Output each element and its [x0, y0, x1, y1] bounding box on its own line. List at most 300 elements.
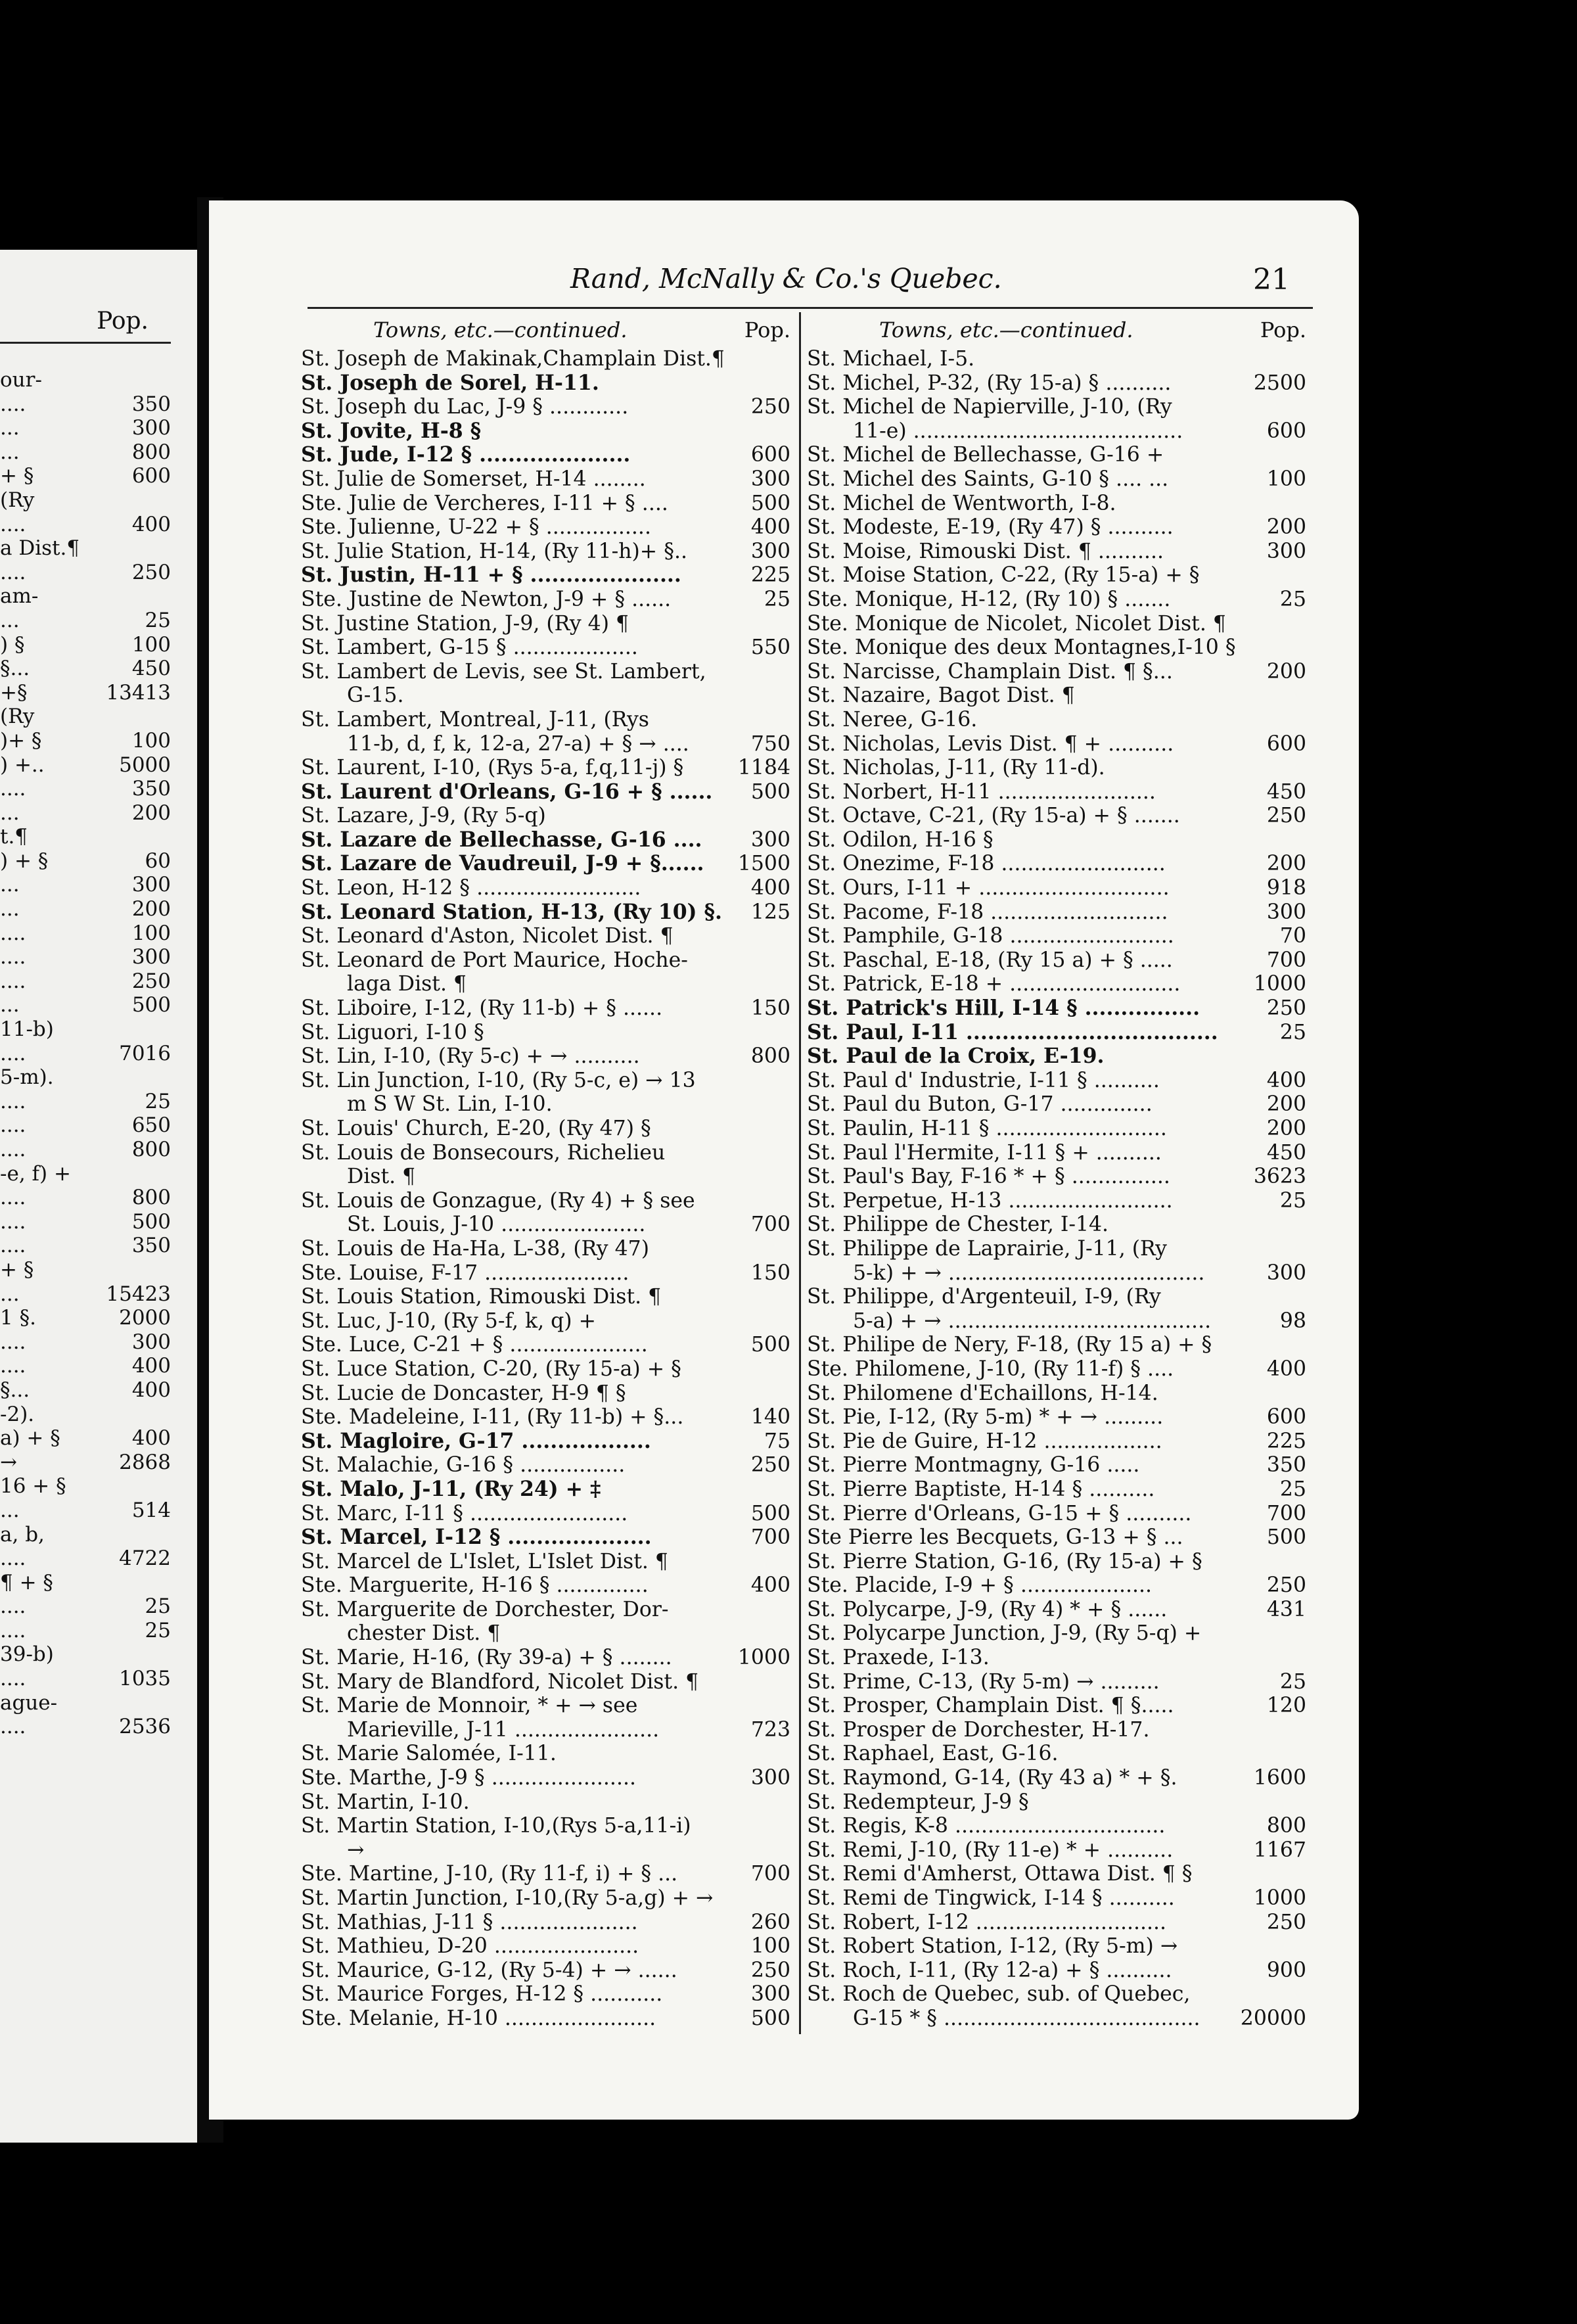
- column-divider: [799, 312, 801, 2034]
- previous-page-pop-header: Pop.: [97, 308, 149, 335]
- previous-page-line: [0, 416, 171, 440]
- entry-name: Ste. Monique de Nicolet, Nicolet Dist. ¶: [807, 611, 1226, 636]
- previous-page-line: [0, 609, 171, 633]
- previous-page-line-text: +§: [0, 680, 28, 705]
- previous-page-line-pop: 13413: [106, 680, 171, 705]
- directory-entry: [301, 1069, 790, 1093]
- previous-page-line: [0, 825, 171, 849]
- previous-page-line: [0, 1378, 171, 1403]
- entry-name: St. Paulin, H-11 § ..........................: [807, 1117, 1167, 1140]
- entry-name: St. Louis de Ha-Ha, L-38, (Ry 47): [301, 1236, 649, 1261]
- previous-page-line-text: ¶ + §: [0, 1570, 53, 1594]
- entry-name: St. Lazare, J-9, (Ry 5-q): [301, 804, 546, 828]
- entry-name: St. Raymond, G-14, (Ry 43 a) * + §.: [807, 1766, 1177, 1790]
- entry-name: St. Louis de Gonzague, (Ry 4) + § see: [301, 1188, 695, 1213]
- entry-population: 400: [1266, 1357, 1306, 1381]
- directory-entry: [301, 1429, 790, 1454]
- entry-name: St. Remi de Tingwick, I-14 § ..........: [807, 1886, 1175, 1910]
- directory-entry: [301, 1934, 790, 1959]
- entry-population: 800: [750, 1044, 790, 1069]
- entry-population: 500: [750, 1333, 790, 1357]
- entry-name: St. Louis, J-10 ......................: [347, 1213, 646, 1237]
- previous-page-rule: [0, 342, 171, 344]
- entry-name: Ste. Julienne, U-22 + § ................: [301, 515, 651, 540]
- directory-entry: [301, 563, 790, 588]
- directory-entry: [301, 1621, 790, 1646]
- previous-page-line: [0, 1330, 171, 1355]
- directory-entry: [807, 515, 1306, 540]
- entry-name: St. Philippe de Laprairie, J-11, (Ry: [807, 1236, 1167, 1261]
- previous-page-line-text: ....: [0, 1209, 26, 1234]
- directory-entry: [301, 900, 790, 925]
- entry-population: 250: [750, 1958, 790, 1982]
- entry-name: St. Neree, G-16.: [807, 707, 978, 732]
- entry-name: →: [347, 1838, 365, 1862]
- previous-page-line: [0, 1403, 171, 1427]
- previous-page-line-text: →: [0, 1450, 17, 1474]
- entry-name: St. Jovite, H-8 §: [301, 419, 482, 443]
- previous-page-line-text: ....: [0, 921, 26, 945]
- entry-name: Ste. Justine de Newton, J-9 + § ......: [301, 587, 672, 611]
- entry-name: St. Odilon, H-16 §: [807, 827, 994, 852]
- entry-name: St. Pierre Station, G-16, (Ry 15-a) + §: [807, 1549, 1202, 1573]
- entry-population: 260: [750, 1910, 790, 1934]
- previous-page-line-pop: [167, 1065, 171, 1090]
- directory-entry: [807, 492, 1306, 516]
- entry-name: St. Martin Station, I-10,(Rys 5-a,11-i): [301, 1814, 691, 1838]
- right-column-pop-label: Pop.: [1260, 317, 1306, 342]
- entry-population: 300: [1266, 1261, 1306, 1285]
- entry-name: St. Paschal, E-18, (Ry 15 a) + § .....: [807, 948, 1173, 972]
- previous-page-line: [0, 1162, 171, 1186]
- entry-name: 11-e) .........................................: [853, 419, 1183, 443]
- entry-population: 600: [1266, 1405, 1306, 1429]
- previous-page-line-text: -e, f) +: [0, 1161, 71, 1186]
- directory-entry: [807, 1742, 1306, 1766]
- directory-entry: [807, 467, 1306, 492]
- entry-name: St. Lucie de Doncaster, H-9 ¶ §: [301, 1381, 626, 1405]
- previous-page-line: [0, 657, 171, 681]
- entry-name: Ste. Martine, J-10, (Ry 11-f, i) + § ...: [301, 1862, 678, 1886]
- directory-entry: [807, 1598, 1306, 1622]
- entry-name: St. Lazare de Bellechasse, G-16 ....: [301, 827, 702, 852]
- previous-page-fragment: [0, 250, 197, 2143]
- entry-population: 700: [750, 1525, 790, 1550]
- directory-entry: [807, 1117, 1306, 1141]
- entry-name: St. Marie de Monnoir, * + → see: [301, 1694, 638, 1718]
- previous-page-line-text: ....: [0, 1618, 26, 1642]
- entry-population: 300: [750, 1982, 790, 2007]
- previous-page-line: [0, 1667, 171, 1691]
- directory-entry: [301, 1092, 790, 1117]
- previous-page-line-pop: 25: [145, 608, 171, 632]
- previous-page-line: [0, 488, 171, 513]
- directory-entry: [807, 419, 1306, 444]
- entry-name: St. Marc, I-11 § ........................: [301, 1501, 628, 1525]
- previous-page-line-text: ...: [0, 608, 20, 632]
- entry-population: 918: [1266, 876, 1306, 900]
- previous-page-line-text: ....: [0, 392, 26, 416]
- entry-name: St. Pierre Baptiste, H-14 § ..........: [807, 1477, 1155, 1501]
- directory-entry: [301, 540, 790, 564]
- directory-entry: [807, 1453, 1306, 1477]
- entry-name: St. Robert, I-12 .............................: [807, 1910, 1167, 1934]
- previous-page-line: [0, 1451, 171, 1475]
- previous-page-line: [0, 1090, 171, 1114]
- directory-entry: [301, 1405, 790, 1429]
- previous-page-line-text: ....: [0, 1089, 26, 1113]
- directory-entry: [301, 1382, 790, 1406]
- entry-name: St. Leon, H-12 § .........................: [301, 876, 641, 900]
- previous-page-line-text: ....: [0, 1354, 26, 1378]
- entry-population: 400: [750, 876, 790, 900]
- directory-entry: [301, 1453, 790, 1477]
- previous-page-line-pop: 25: [145, 1594, 171, 1619]
- directory-entry: [807, 804, 1306, 828]
- previous-page-line-pop: 600: [131, 464, 171, 488]
- directory-entry: [301, 636, 790, 660]
- directory-entry: [301, 1117, 790, 1141]
- entry-population: 140: [750, 1405, 790, 1429]
- entry-name: St. Lin, I-10, (Ry 5-c) + → ..........: [301, 1044, 640, 1069]
- entry-population: 25: [1279, 1477, 1306, 1501]
- entry-population: 1000: [737, 1646, 790, 1670]
- entry-population: 250: [1266, 996, 1306, 1021]
- previous-page-line-pop: 300: [131, 416, 171, 440]
- entry-population: 700: [750, 1213, 790, 1237]
- previous-page-line-text: 5-m).: [0, 1065, 54, 1090]
- directory-entry: [807, 1502, 1306, 1526]
- previous-page-line-pop: [167, 1691, 171, 1715]
- entry-population: 500: [1266, 1525, 1306, 1550]
- entry-name: St. Redempteur, J-9 §: [807, 1790, 1029, 1814]
- previous-page-line-text: am-: [0, 584, 39, 609]
- entry-name: chester Dist. ¶: [347, 1621, 501, 1646]
- entry-population: 300: [1266, 539, 1306, 563]
- directory-entry: [807, 900, 1306, 925]
- previous-page-line: [0, 849, 171, 873]
- entry-population: 150: [750, 1261, 790, 1285]
- previous-page-line: [0, 1138, 171, 1162]
- entry-population: 250: [1266, 804, 1306, 828]
- entry-name: St. Lambert de Levis, see St. Lambert,: [301, 659, 706, 684]
- entry-name: St. Leonard d'Aston, Nicolet Dist. ¶: [301, 924, 674, 948]
- previous-page-line-text: ) +..: [0, 753, 45, 777]
- entry-name: St. Roch, I-11, (Ry 12-a) + § ..........: [807, 1958, 1172, 1982]
- entry-name: St. Patrick, E-18 + ..........................: [807, 972, 1181, 996]
- directory-entry: [301, 756, 790, 780]
- previous-page-line-pop: 300: [131, 945, 171, 969]
- entry-name: St. Malo, J-11, (Ry 24) + ‡: [301, 1477, 601, 1501]
- entry-name: St. Maurice Forges, H-12 § ...........: [301, 1982, 663, 2007]
- entry-name: St. Philippe de Chester, I-14.: [807, 1213, 1109, 1237]
- previous-page-line: [0, 1258, 171, 1282]
- entry-population: 500: [750, 1501, 790, 1525]
- directory-entry: [301, 708, 790, 732]
- entry-population: 1167: [1253, 1838, 1306, 1862]
- entry-name: St. Julie de Somerset, H-14 ........: [301, 467, 646, 491]
- previous-page-line-text: ...: [0, 801, 20, 825]
- directory-entry: [807, 996, 1306, 1021]
- directory-entry: [807, 1862, 1306, 1886]
- previous-page-line: [0, 1619, 171, 1643]
- entry-name: St. Leonard Station, H-13, (Ry 10) §.: [301, 900, 722, 924]
- previous-page-line: [0, 1282, 171, 1307]
- directory-entry: [807, 1959, 1306, 1983]
- entry-name: Ste Pierre les Becquets, G-13 + § ...: [807, 1525, 1183, 1550]
- entry-name: St. Louis de Bonsecours, Richelieu: [301, 1140, 666, 1165]
- previous-page-line: [0, 392, 171, 417]
- directory-entry: [301, 1862, 790, 1886]
- previous-page-line: [0, 1306, 171, 1330]
- entry-population: 750: [750, 732, 790, 756]
- entry-population: 200: [1266, 515, 1306, 540]
- entry-population: 700: [750, 1862, 790, 1886]
- entry-name: St. Michael, I-5.: [807, 347, 975, 371]
- entry-name: St. Philomene d'Echaillons, H-14.: [807, 1381, 1158, 1405]
- entry-name: St. Maurice, G-12, (Ry 5-4) + → ......: [301, 1958, 677, 1982]
- previous-page-line-pop: [167, 536, 171, 561]
- previous-page-line: [0, 633, 171, 657]
- entry-name: Ste. Monique, H-12, (Ry 10) § .......: [807, 587, 1171, 611]
- entry-name: Ste. Marguerite, H-16 § ..............: [301, 1573, 649, 1598]
- previous-page-line-pop: 15423: [106, 1282, 171, 1306]
- directory-entry: [301, 1959, 790, 1983]
- previous-page-line-pop: [167, 488, 171, 513]
- directory-entry: [301, 515, 790, 540]
- entry-population: 98: [1279, 1309, 1306, 1333]
- directory-entry: [807, 684, 1306, 708]
- previous-page-line: [0, 440, 171, 465]
- entry-name: St. Raphael, East, G-16.: [807, 1742, 1059, 1766]
- entry-name: St. Paul du Buton, G-17 ..............: [807, 1092, 1153, 1117]
- directory-entry: [301, 1550, 790, 1574]
- entry-population: 600: [750, 443, 790, 467]
- previous-page-line: [0, 1354, 171, 1378]
- entry-population: 1000: [1253, 972, 1306, 996]
- previous-page-line: [0, 1523, 171, 1547]
- entry-name: St. Malachie, G-16 § ................: [301, 1453, 626, 1477]
- previous-page-line-text: a Dist.¶: [0, 536, 80, 561]
- directory-entry: [807, 1382, 1306, 1406]
- previous-page-line-text: ....: [0, 1667, 26, 1691]
- previous-page-line-text: + §: [0, 464, 34, 488]
- directory-entry: [807, 1092, 1306, 1117]
- entry-name: Ste. Marthe, J-9 § ......................: [301, 1766, 636, 1790]
- directory-entry: [301, 1261, 790, 1286]
- previous-page-line: [0, 1546, 171, 1571]
- entry-population: 250: [750, 1453, 790, 1477]
- directory-entry: [807, 1309, 1306, 1334]
- entry-name: St. Pie, I-12, (Ry 5-m) * + → .........: [807, 1405, 1164, 1429]
- left-column-pop-label: Pop.: [744, 317, 790, 342]
- directory-entry: [301, 684, 790, 708]
- previous-page-line: [0, 681, 171, 705]
- entry-population: 300: [750, 467, 790, 491]
- directory-entry: [301, 1525, 790, 1550]
- previous-page-line-text: + §: [0, 1257, 34, 1282]
- previous-page-line-text: ...: [0, 873, 20, 897]
- entry-name: St. Justine Station, J-9, (Ry 4) ¶: [301, 611, 629, 636]
- previous-page-line-pop: 250: [131, 560, 171, 584]
- left-column: [301, 315, 790, 2031]
- previous-page-line-pop: 400: [131, 512, 171, 536]
- right-column-title: Towns, etc.—continued.: [879, 317, 1133, 342]
- directory-entry: [807, 1333, 1306, 1357]
- entry-name: St. Luc, J-10, (Ry 5-f, k, q) +: [301, 1309, 596, 1333]
- previous-page-line-pop: 200: [131, 897, 171, 921]
- directory-entry: [301, 1213, 790, 1237]
- previous-page-line: [0, 1571, 171, 1595]
- entry-population: 400: [750, 1573, 790, 1598]
- entry-name: Marieville, J-11 ......................: [347, 1717, 660, 1742]
- entry-population: 500: [750, 491, 790, 515]
- directory-entry: [807, 1934, 1306, 1959]
- directory-entry: [807, 347, 1306, 371]
- entry-population: 25: [1279, 1020, 1306, 1044]
- entry-name: St. Marcel, I-12 § ....................: [301, 1525, 652, 1550]
- previous-page-line-pop: [167, 1258, 171, 1282]
- entry-name: St. Robert Station, I-12, (Ry 5-m) →: [807, 1934, 1178, 1959]
- directory-entry: [807, 395, 1306, 419]
- previous-page-line: [0, 801, 171, 825]
- previous-page-line: [0, 777, 171, 801]
- previous-page-line-pop: [167, 1474, 171, 1499]
- directory-entry: [301, 876, 790, 900]
- previous-page-line-pop: 400: [131, 1378, 171, 1402]
- previous-page-line-pop: 5000: [119, 753, 171, 777]
- entry-name: St. Remi d'Amherst, Ottawa Dist. ¶ §: [807, 1862, 1193, 1886]
- directory-entry: [807, 1213, 1306, 1237]
- entry-name: St. Michel de Bellechasse, G-16 +: [807, 443, 1164, 467]
- entry-name: St. Mathias, J-11 § .....................: [301, 1910, 638, 1934]
- previous-page-line-pop: 500: [131, 1209, 171, 1234]
- entry-name: Ste. Luce, C-21 + § .....................: [301, 1333, 648, 1357]
- directory-entry: [301, 1285, 790, 1309]
- previous-page-line: [0, 1642, 171, 1667]
- directory-entry: [807, 1189, 1306, 1213]
- directory-entry: [807, 1429, 1306, 1454]
- previous-page-line-text: 39-b): [0, 1642, 54, 1667]
- entry-population: 450: [1266, 779, 1306, 804]
- entry-name: St. Modeste, E-19, (Ry 47) § ..........: [807, 515, 1174, 540]
- entry-population: 25: [1279, 587, 1306, 611]
- entry-name: laga Dist. ¶: [347, 972, 467, 996]
- entry-name: St. Remi, J-10, (Ry 11-e) * + ..........: [807, 1838, 1174, 1862]
- entry-name: St. Nicholas, J-11, (Ry 11-d).: [807, 756, 1105, 780]
- entry-name: St. Michel de Wentworth, I-8.: [807, 491, 1116, 515]
- entry-name: St. Norbert, H-11 ........................: [807, 779, 1156, 804]
- directory-entry: [301, 1814, 790, 1838]
- entry-population: 723: [750, 1717, 790, 1742]
- entry-population: 225: [1266, 1429, 1306, 1453]
- page-number: 21: [1253, 263, 1290, 296]
- entry-population: 1600: [1253, 1766, 1306, 1790]
- previous-page-line-text: §...: [0, 657, 30, 681]
- entry-population: 20000: [1240, 2006, 1306, 2030]
- entry-population: 25: [764, 587, 790, 611]
- directory-entry: [807, 1790, 1306, 1815]
- previous-page-line-pop: 2536: [119, 1715, 171, 1739]
- directory-entry: [807, 1694, 1306, 1718]
- previous-page-line-pop: 2000: [119, 1306, 171, 1330]
- directory-entry: [301, 732, 790, 756]
- entry-population: 125: [750, 900, 790, 924]
- previous-page-line-text: ....: [0, 1330, 26, 1354]
- directory-entry: [301, 1838, 790, 1863]
- previous-page-line-text: ....: [0, 512, 26, 536]
- directory-entry: [807, 828, 1306, 852]
- directory-entry: [301, 1982, 790, 2007]
- entry-population: 500: [750, 779, 790, 804]
- entry-name: St. Leonard de Port Maurice, Hoche-: [301, 948, 688, 972]
- entry-name: St. Pie de Guire, H-12 ..................: [807, 1429, 1162, 1453]
- previous-page-line-text: ....: [0, 777, 26, 801]
- entry-name: St. Regis, K-8 ................................: [807, 1814, 1166, 1838]
- entry-name: St. Prosper de Dorchester, H-17.: [807, 1717, 1150, 1742]
- directory-entry: [301, 612, 790, 636]
- directory-entry: [807, 443, 1306, 467]
- entry-name: St. Octave, C-21, (Ry 15-a) + § .......: [807, 804, 1180, 828]
- directory-entry: [301, 804, 790, 828]
- entry-population: 100: [1266, 467, 1306, 491]
- entry-name: St. Nazaire, Bagot Dist. ¶: [807, 684, 1075, 708]
- entry-name: St. Lambert, Montreal, J-11, (Rys: [301, 707, 649, 732]
- directory-entry: [807, 1670, 1306, 1694]
- entry-name: Ste. Monique des deux Montagnes,I-10 §: [807, 636, 1236, 660]
- entry-name: St. Patrick's Hill, I-14 § ................: [807, 996, 1200, 1021]
- previous-page-line-pop: 60: [145, 848, 171, 873]
- previous-page-line-pop: 800: [131, 1138, 171, 1161]
- previous-page-line-text: ....: [0, 1041, 26, 1065]
- directory-entry: [807, 1044, 1306, 1069]
- directory-entry: [301, 467, 790, 492]
- directory-entry: [301, 395, 790, 419]
- previous-page-line-text: a, b,: [0, 1522, 45, 1546]
- previous-page-line-text: ....: [0, 1186, 26, 1210]
- previous-page-line-pop: [167, 825, 171, 849]
- directory-entry: [807, 588, 1306, 612]
- previous-page-lines: [0, 368, 171, 1739]
- entry-name: St. Praxede, I-13.: [807, 1646, 990, 1670]
- entry-name: Ste. Julie de Vercheres, I-11 + § ....: [301, 491, 668, 515]
- previous-page-line-text: ....: [0, 1138, 26, 1161]
- previous-page-line-pop: 2868: [119, 1450, 171, 1474]
- entry-name: St. Michel de Napierville, J-10, (Ry: [807, 395, 1172, 419]
- previous-page-line-pop: 350: [131, 392, 171, 416]
- entry-population: 700: [1266, 948, 1306, 972]
- previous-page-line: [0, 945, 171, 969]
- entry-name: G-15 * § .......................................: [853, 2006, 1200, 2030]
- entry-name: St. Pacome, F-18 ...........................: [807, 900, 1168, 924]
- previous-page-line: [0, 753, 171, 778]
- directory-entry: [807, 1982, 1306, 2007]
- entry-name: St. Onezime, F-18 .........................: [807, 852, 1166, 876]
- directory-entry: [807, 948, 1306, 973]
- entry-name: St. Laurent, I-10, (Rys 5-a, f,q,11-j) §: [301, 756, 684, 780]
- directory-entry: [301, 1357, 790, 1382]
- entry-name: St. Perpetue, H-13 .........................: [807, 1188, 1173, 1213]
- directory-entry: [807, 1550, 1306, 1574]
- entry-name: 5-a) + → ........................................: [853, 1309, 1212, 1333]
- directory-entry: [301, 828, 790, 852]
- directory-entry: [807, 780, 1306, 804]
- entry-name: St. Louis' Church, E-20, (Ry 47) §: [301, 1117, 651, 1140]
- directory-entry: [807, 1621, 1306, 1646]
- entry-name: G-15.: [347, 684, 404, 708]
- directory-entry: [807, 708, 1306, 732]
- directory-entry: [301, 780, 790, 804]
